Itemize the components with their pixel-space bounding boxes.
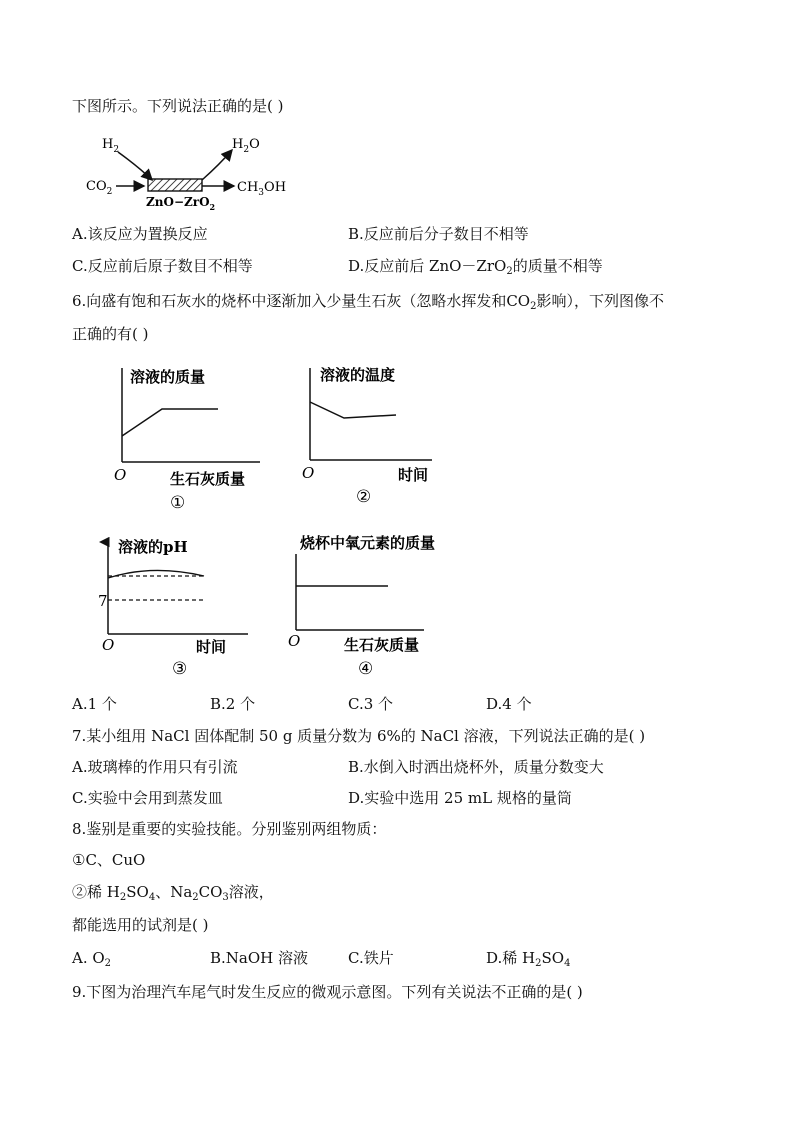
q8-option-b[interactable]: B.NaOH 溶液 [210, 949, 309, 967]
graph-2-number: ② [356, 487, 372, 507]
h2o-arrow [202, 150, 232, 180]
q8-question: 都能选用的试剂是( ) [72, 916, 209, 934]
graph-1 [108, 362, 268, 514]
q8-item1: ①C、CuO [72, 851, 146, 869]
graph-1-origin: O [114, 466, 127, 484]
graph-1-ylabel: 溶液的质量 [130, 368, 206, 386]
graph-1-number: ① [170, 493, 186, 513]
q7-stem: 7.某小组用 NaCl 固体配制 50 g 质量分数为 6%的 NaCl 溶液，下列说法正确的是( ) [72, 727, 646, 745]
q5-option-c[interactable]: C.反应前后原子数目不相等 [72, 257, 253, 275]
graph-2-xlabel: 时间 [398, 466, 429, 484]
co2-label: $CO_2$ [86, 179, 113, 197]
catalyst-label: ZnO−ZrO$_2$ [146, 195, 216, 212]
graph-3-number: ③ [172, 659, 188, 679]
q6-stem-line2: 正确的有( ) [72, 325, 149, 343]
q5-option-a[interactable]: A.该反应为置换反应 [72, 225, 208, 243]
h2o-label: $H_2O$ [232, 137, 260, 155]
graph-3 [92, 534, 252, 682]
q8-option-c[interactable]: C.铁片 [348, 949, 394, 967]
ch3oh-label: $CH_3OH$ [237, 180, 287, 198]
q7-option-a[interactable]: A.玻璃棒的作用只有引流 [72, 758, 238, 776]
q9-stem: 9.下图为治理汽车尾气时发生反应的微观示意图。下列有关说法不正确的是( ) [72, 983, 583, 1001]
graph-1-curve [122, 409, 218, 436]
graph-2 [296, 362, 446, 514]
reaction-diagram [82, 132, 302, 214]
q7-option-c[interactable]: C.实验中会用到蒸发皿 [72, 789, 223, 807]
q6-option-c[interactable]: C.3 个 [348, 695, 394, 713]
graph-4-ylabel: 烧杯中氧元素的质量 [300, 534, 436, 552]
graph-3-ylabel: 溶液的pH [118, 538, 188, 556]
q8-item2: ②稀 $H_2SO_4$、$Na_2CO_3$溶液， [72, 883, 274, 903]
q8-stem: 8.鉴别是重要的实验技能。分别鉴别两组物质： [72, 820, 387, 838]
q5-option-b[interactable]: B.反应前后分子数目不相等 [348, 225, 529, 243]
graph-3-origin: O [102, 636, 115, 654]
q8-option-a[interactable]: A. $O_2$ [72, 949, 112, 969]
graph-4 [284, 530, 454, 682]
graph-2-origin: O [302, 464, 315, 482]
catalyst-bar [148, 179, 202, 191]
q8-option-d[interactable]: D.稀 $H_2SO_4$ [486, 949, 571, 969]
graph-1-xlabel: 生石灰质量 [170, 470, 246, 488]
q6-option-b[interactable]: B.2 个 [210, 695, 256, 713]
graph-2-curve [310, 402, 396, 418]
graph-3-curve [108, 570, 204, 578]
graph-2-ylabel: 溶液的温度 [320, 366, 396, 384]
graph-3-ytick: 7 [98, 592, 108, 610]
q6-option-a[interactable]: A.1 个 [72, 695, 117, 713]
graph-4-number: ④ [358, 659, 374, 679]
q7-option-b[interactable]: B.水倒入时洒出烧杯外，质量分数变大 [348, 758, 604, 776]
q5-intro: 下图所示。下列说法正确的是( ) [72, 97, 284, 115]
graph-4-origin: O [288, 632, 301, 650]
q6-option-d[interactable]: D.4 个 [486, 695, 532, 713]
q7-option-d[interactable]: D.实验中选用 25 mL 规格的量筒 [348, 789, 572, 807]
graph-3-xlabel: 时间 [196, 638, 227, 656]
q5-option-d[interactable]: D.反应前后 ZnO－ZrO$_2$的质量不相等 [348, 257, 603, 277]
q6-stem-line1: 6.向盛有饱和石灰水的烧杯中逐渐加入少量生石灰（忽略水挥发和$CO_2$影响），下列图像不 [72, 292, 664, 312]
h2-label: $H_2$ [102, 137, 120, 155]
graph-4-xlabel: 生石灰质量 [344, 636, 420, 654]
h2-arrow [118, 152, 152, 180]
